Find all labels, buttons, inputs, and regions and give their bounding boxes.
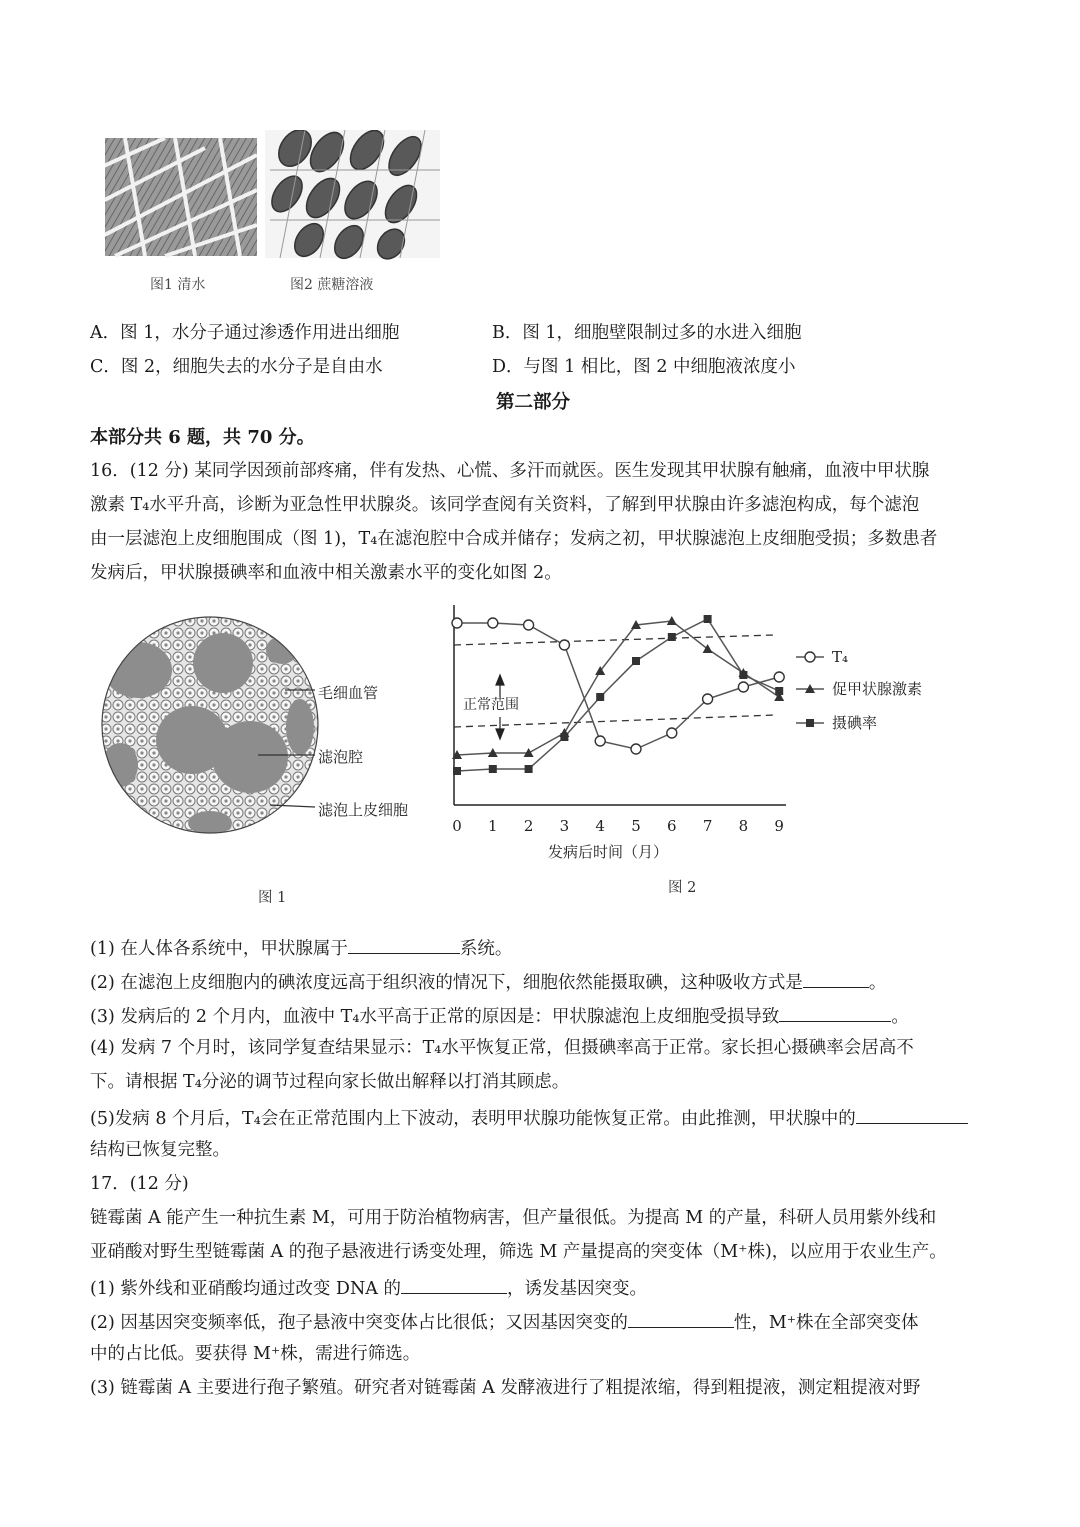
normal-range-label: 正常范围 bbox=[463, 697, 519, 713]
q16-line-2: 激素 T₄水平升高，诊断为亚急性甲状腺炎。该同学查阅有关资料，了解到甲状腺由许多滤泡构成，每个滤泡 bbox=[90, 495, 920, 515]
data-point bbox=[524, 620, 534, 630]
q17-sub-2-cont: 中的占比低。要获得 M⁺株，需进行筛选。 bbox=[90, 1344, 421, 1364]
q17-line-2: 亚硝酸对野生型链霉菌 A 的孢子悬液进行诱变处理，筛选 M 产量提高的突变体（M⁺株)，以应用于农业生产。 bbox=[90, 1242, 947, 1262]
label-follicle-lumen: 滤泡腔 bbox=[318, 748, 364, 766]
option-d: D．与图 1 相比，图 2 中细胞液浓度小 bbox=[492, 357, 796, 377]
q16-sub-5 bbox=[90, 1108, 968, 1129]
series-line-2 bbox=[457, 619, 779, 771]
q17-sub-2-text: (2) 因基因突变频率低，孢子悬液中突变体占比很低；又因基因突变的 bbox=[90, 1313, 628, 1333]
data-point bbox=[667, 616, 677, 625]
legend-label: 促甲状腺激素 bbox=[832, 680, 923, 698]
data-point bbox=[739, 671, 747, 679]
answer-blank[interactable] bbox=[779, 1006, 891, 1022]
q17-sub-2-tail: 性，M⁺株在全部突变体 bbox=[733, 1313, 919, 1333]
option-a: A．图 1，水分子通过渗透作用进出细胞 bbox=[90, 323, 400, 343]
q16-sub-4-a: (4) 发病 7 个月时，该同学复查结果显示：T₄水平恢复正常，但摄碘率高于正常。家长担心摄碘率会居高不 bbox=[90, 1038, 914, 1058]
q16-sub-5-text: (5)发病 8 个月后，T₄会在正常范围内上下波动，表明甲状腺功能恢复正常。由此推测，甲状腺中的 bbox=[90, 1109, 856, 1129]
data-point bbox=[631, 744, 641, 754]
series-line-1 bbox=[457, 621, 779, 755]
x-tick-label: 5 bbox=[631, 817, 641, 835]
hormone-chart bbox=[430, 595, 980, 895]
chart-svg bbox=[430, 595, 980, 895]
data-point bbox=[488, 618, 498, 628]
q17-sub-1-text: (1) 紫外线和亚硝酸均通过改变 DNA 的 bbox=[90, 1279, 401, 1299]
answer-blank[interactable] bbox=[803, 972, 869, 988]
q16-sub-3 bbox=[90, 1006, 909, 1027]
q16-sub-2-text: (2) 在滤泡上皮细胞内的碘浓度远高于组织液的情况下，细胞依然能摄取碘，这种吸收方式是 bbox=[90, 973, 803, 993]
x-tick-label: 2 bbox=[523, 817, 534, 835]
answer-blank[interactable] bbox=[628, 1312, 734, 1328]
figure-1-caption: 图1 清水 bbox=[150, 277, 206, 293]
figure-2-label: 图 2 bbox=[668, 880, 697, 896]
micrograph-water bbox=[105, 138, 257, 256]
q16-sub-4-b: 下。请根据 T₄分泌的调节过程向家长做出解释以打消其顾虑。 bbox=[90, 1072, 570, 1092]
legend-label: T₄ bbox=[832, 648, 849, 666]
q17-sub-1 bbox=[90, 1278, 647, 1299]
q16-line-1: 16．(12 分) 某同学因颈前部疼痛，伴有发热、心慌、多汗而就医。医生发现其甲状腺有触痛，血液中甲状腺 bbox=[90, 461, 930, 481]
q16-sub-2-tail: 。 bbox=[868, 973, 887, 993]
q16-line-4: 发病后，甲状腺摄碘率和血液中相关激素水平的变化如图 2。 bbox=[90, 563, 562, 583]
data-point bbox=[632, 657, 640, 665]
data-point bbox=[489, 765, 497, 773]
cell-micrographs bbox=[105, 130, 445, 270]
x-tick-label: 9 bbox=[774, 817, 784, 835]
q16-sub-5-tail: 结构已恢复完整。 bbox=[90, 1140, 230, 1160]
label-follicle-cell: 滤泡上皮细胞 bbox=[318, 801, 409, 819]
data-point bbox=[738, 682, 748, 692]
q17-sub-2 bbox=[90, 1312, 919, 1333]
q17-sub-1-tail: ，诱发基因突变。 bbox=[506, 1279, 647, 1299]
data-point bbox=[703, 694, 713, 704]
plasmolysis-figure bbox=[105, 130, 445, 270]
normal-range-upper bbox=[454, 635, 775, 645]
micrograph-sucrose bbox=[265, 130, 440, 264]
q17-sub-3: (3) 链霉菌 A 主要进行孢子繁殖。研究者对链霉菌 A 发酵液进行了粗提浓缩，得到粗提液，测定粗提液对野 bbox=[90, 1378, 921, 1398]
series-line-0 bbox=[457, 623, 779, 749]
data-point bbox=[775, 687, 783, 695]
legend-marker bbox=[805, 652, 815, 662]
figure-1-label: 图 1 bbox=[258, 890, 287, 906]
option-c: C．图 2，细胞失去的水分子是自由水 bbox=[90, 357, 383, 377]
x-tick-label: 3 bbox=[559, 817, 570, 835]
x-tick-label: 4 bbox=[595, 817, 605, 835]
data-point bbox=[774, 672, 784, 682]
data-point bbox=[525, 765, 533, 773]
q16-sub-3-tail: 。 bbox=[891, 1007, 909, 1027]
q17-header: 17．(12 分) bbox=[90, 1174, 189, 1194]
data-point bbox=[595, 736, 605, 746]
part-title: 第二部分 bbox=[496, 392, 571, 413]
answer-blank[interactable] bbox=[856, 1108, 968, 1124]
q16-sub-1 bbox=[90, 938, 512, 959]
data-point bbox=[559, 640, 569, 650]
data-point bbox=[560, 733, 568, 741]
x-tick-label: 8 bbox=[738, 817, 749, 835]
figure-2-caption: 图2 蔗糖溶液 bbox=[290, 277, 374, 293]
data-point bbox=[596, 693, 604, 701]
data-point bbox=[668, 633, 676, 641]
x-tick-label: 0 bbox=[452, 817, 462, 835]
q16-sub-3-text: (3) 发病后的 2 个月内，血液中 T₄水平高于正常的原因是：甲状腺滤泡上皮细胞受损导致 bbox=[90, 1007, 780, 1027]
label-capillary: 毛细血管 bbox=[318, 684, 379, 702]
legend-label: 摄碘率 bbox=[832, 714, 878, 732]
normal-range-lower bbox=[454, 715, 775, 727]
x-axis-label: 发病后时间（月） bbox=[548, 843, 669, 861]
q16-sub-1-text: (1) 在人体各系统中，甲状腺属于 bbox=[90, 939, 348, 959]
data-point bbox=[667, 728, 677, 738]
data-point bbox=[453, 767, 461, 775]
x-tick-label: 7 bbox=[702, 817, 713, 835]
answer-blank[interactable] bbox=[348, 938, 460, 954]
data-point bbox=[704, 615, 712, 623]
x-tick-label: 1 bbox=[488, 817, 498, 835]
legend-marker bbox=[806, 719, 814, 727]
q17-line-1: 链霉菌 A 能产生一种抗生素 M，可用于防治植物病害，但产量很低。为提高 M 的产量，科研人员用紫外线和 bbox=[90, 1208, 937, 1228]
q16-sub-2 bbox=[90, 972, 886, 993]
q16-line-3: 由一层滤泡上皮细胞围成（图 1)，T₄在滤泡腔中合成并储存；发病之初，甲状腺滤泡上皮细胞受损；多数患者 bbox=[90, 529, 938, 549]
answer-blank[interactable] bbox=[401, 1278, 507, 1294]
option-b: B．图 1，细胞壁限制过多的水进入细胞 bbox=[492, 323, 802, 343]
x-tick-label: 6 bbox=[667, 817, 677, 835]
data-point bbox=[452, 618, 462, 628]
q16-sub-1-tail: 系统。 bbox=[459, 939, 513, 959]
part-intro: 本部分共 6 题，共 70 分。 bbox=[90, 427, 315, 448]
